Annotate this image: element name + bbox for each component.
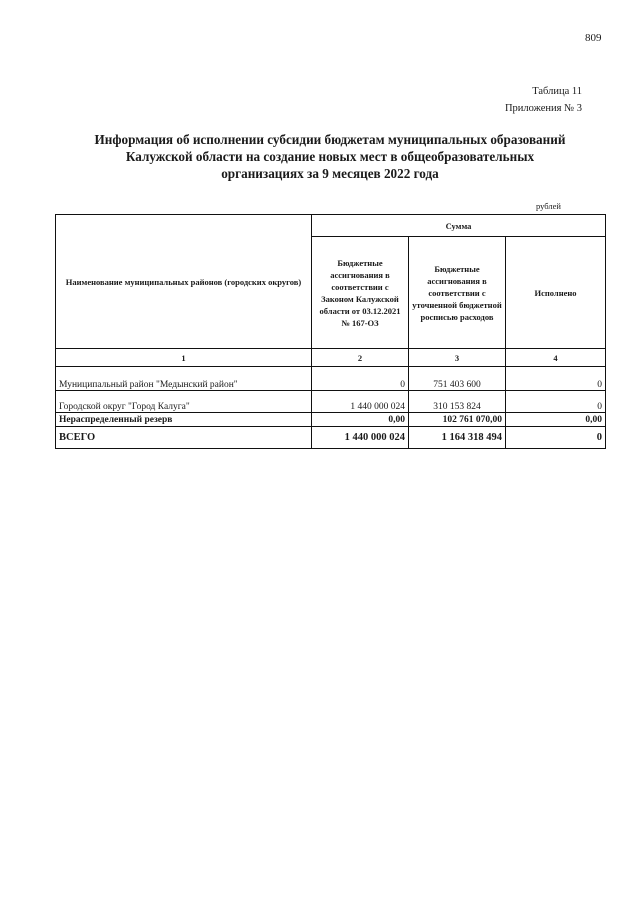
- row-law: 0: [312, 367, 409, 391]
- row-name: Нераспределенный резерв: [56, 413, 312, 427]
- table-number: Таблица 11: [532, 86, 582, 97]
- total-refined: 1 164 318 494: [409, 427, 506, 449]
- document-title: [60, 131, 600, 182]
- units-label: рублей: [536, 201, 561, 211]
- row-done: 0: [506, 367, 606, 391]
- row-refined: 751 403 600: [409, 367, 506, 391]
- total-done: 0: [506, 427, 606, 449]
- row-name: Муниципальный район "Медынский район": [56, 367, 312, 391]
- table-row: [56, 413, 606, 427]
- column-index-4: 4: [506, 349, 606, 367]
- page-number: 809: [585, 32, 602, 44]
- column-index-row: [56, 349, 606, 367]
- header-refined-allocations: Бюджетные ассигнования в соответствии с уточненной бюджетной росписью расходов: [409, 237, 506, 349]
- row-name: Городской округ "Город Калуга": [56, 391, 312, 413]
- header-law-allocations: Бюджетные ассигнования в соответствии с Законом Калужской области от 03.12.2021 № 167-ОЗ: [312, 237, 409, 349]
- total-law: 1 440 000 024: [312, 427, 409, 449]
- row-refined: 310 153 824: [409, 391, 506, 413]
- row-done: 0,00: [506, 413, 606, 427]
- column-index-1: 1: [56, 349, 312, 367]
- column-index-2: 2: [312, 349, 409, 367]
- title-line-2: Калужской области на создание новых мест в общеобразовательных: [125, 149, 535, 164]
- total-name: ВСЕГО: [56, 427, 312, 449]
- title-line-1: Информация об исполнении субсидии бюджетам муниципальных образований: [94, 132, 566, 147]
- subsidy-table: [55, 214, 606, 449]
- header-executed: Исполнено: [506, 237, 606, 349]
- table-reference: [505, 83, 582, 117]
- table-row: [56, 367, 606, 391]
- title-line-3: организациях за 9 месяцев 2022 года: [221, 166, 439, 181]
- row-refined: 102 761 070,00: [409, 413, 506, 427]
- total-row: [56, 427, 606, 449]
- column-index-3: 3: [409, 349, 506, 367]
- header-name: Наименование муниципальных районов (городских округов): [56, 215, 312, 349]
- appendix-number: Приложения № 3: [504, 103, 582, 114]
- table-row: [56, 391, 606, 413]
- row-law: 1 440 000 024: [312, 391, 409, 413]
- header-sum: Сумма: [312, 215, 606, 237]
- row-done: 0: [506, 391, 606, 413]
- row-law: 0,00: [312, 413, 409, 427]
